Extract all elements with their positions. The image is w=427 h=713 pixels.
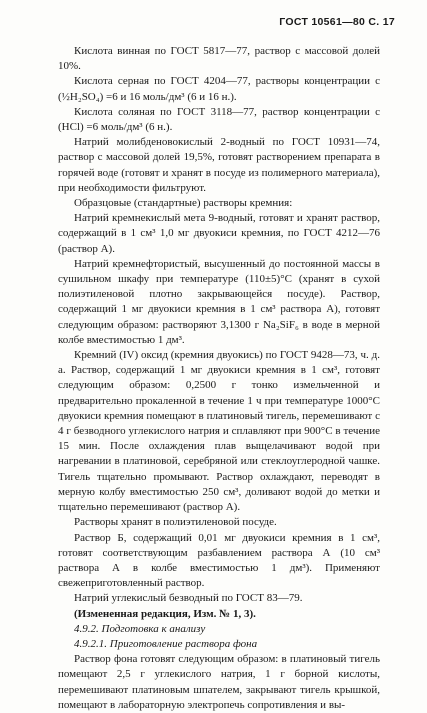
paragraph: Кремний (IV) оксид (кремния двуокись) по ГОСТ 9428—73, ч. д. а. Раствор, содержащий 1 мг двуокиси кремния в 1 см³, готовят следующим образом: 0,2500 г тонко измельченной и предварительно прокаленной в течение 1 ч при температуре 1000°С двуокиси кремния помещают в платиновый тигель, перемешивают с 4 г безводного углекислого натрия и сплавляют при 900°С в течение 15 мин. После охлаждения плав выщелачивают водой при нагревании в платиновой, серебряной или стеклоуглеродной чашке. Тигель тщательно промывают. Раствор охлаждают, переводят в мерную колбу вместимостью 250 см³, доливают водой до метки и тщательно перемешивают (раствор А). <box>58 349 380 514</box>
paragraph: Растворы хранят в полиэтиленовой посуде. <box>74 516 277 529</box>
paragraph: Натрий кремнефтористый, высушенный до постоянной массы в сушильном шкафу при температуре (110±5)°С (хранят в сухой полиэтиленовой плотно закрывающейся посуде). Раствор, содержащий 1 мг двуокиси кремния в 1 см³ раствора А), готовят следующим образом: растворяют 3,1300 г Na₂SiF₆ в воде в мерной колбе вместимостью 1 дм³. <box>58 257 380 346</box>
paragraph: Кислота винная по ГОСТ 5817—77, раствор с массовой долей 10%. <box>58 45 380 73</box>
paragraph: Раствор Б, содержащий 0,01 мг двуокиси кремния в 1 см³, готовят соответствующим разбавлением раствора А (10 см³ раствора А в колбе вместимостью 1 дм³). Применяют свежеприготовленный раствор. <box>58 531 380 590</box>
paragraph: Раствор фона готовят следующим образом: в платиновый тигель помещают 2,5 г углекислого натрия, 1 г борной кислоты, перемешивают платиновым шпателем, закрывают тигель крышкой, помещают в лабораторную электропечь сопротивления и вы- <box>58 653 380 711</box>
paragraph: 4.9.2.1. Приготовление раствора фона <box>74 637 258 650</box>
page-header <box>279 16 395 28</box>
paragraph: Натрий молибденовокислый 2-водный по ГОСТ 10931—74, раствор с массовой долей 19,5%, готовят растворением препарата в горячей воде (готовят и хранят в посуде из полимерного материала), при необходимости фильтруют. <box>58 136 380 194</box>
standard-number: ГОСТ 10561—80 <box>279 16 366 28</box>
paragraph: 4.9.2. Подготовка к анализу <box>74 622 206 635</box>
page-number: С. 17 <box>368 16 395 28</box>
paragraph: Кислота соляная по ГОСТ 3118—77, раствор концентрации c (HCl) =6 моль/дм³ (6 н.). <box>58 105 380 134</box>
paragraph: Образцовые (стандартные) растворы кремния: <box>74 197 293 210</box>
paragraph: Натрий углекислый безводный по ГОСТ 83—79. <box>74 592 303 605</box>
paragraph: Натрий кремнекислый мета 9-водный, готовят и хранят раствор, содержащий в 1 см³ 1,0 мг двуокиси кремния, по ГОСТ 4212—76 (раствор А). <box>58 212 380 255</box>
paragraph: Кислота серная по ГОСТ 4204—77, растворы концентрации c (½H₂SO₄) =6 и 16 моль/дм³ (6 и 16 н.). <box>58 75 380 103</box>
document-body <box>58 44 380 713</box>
paragraph: (Измененная редакция, Изм. № 1, 3). <box>74 607 256 620</box>
